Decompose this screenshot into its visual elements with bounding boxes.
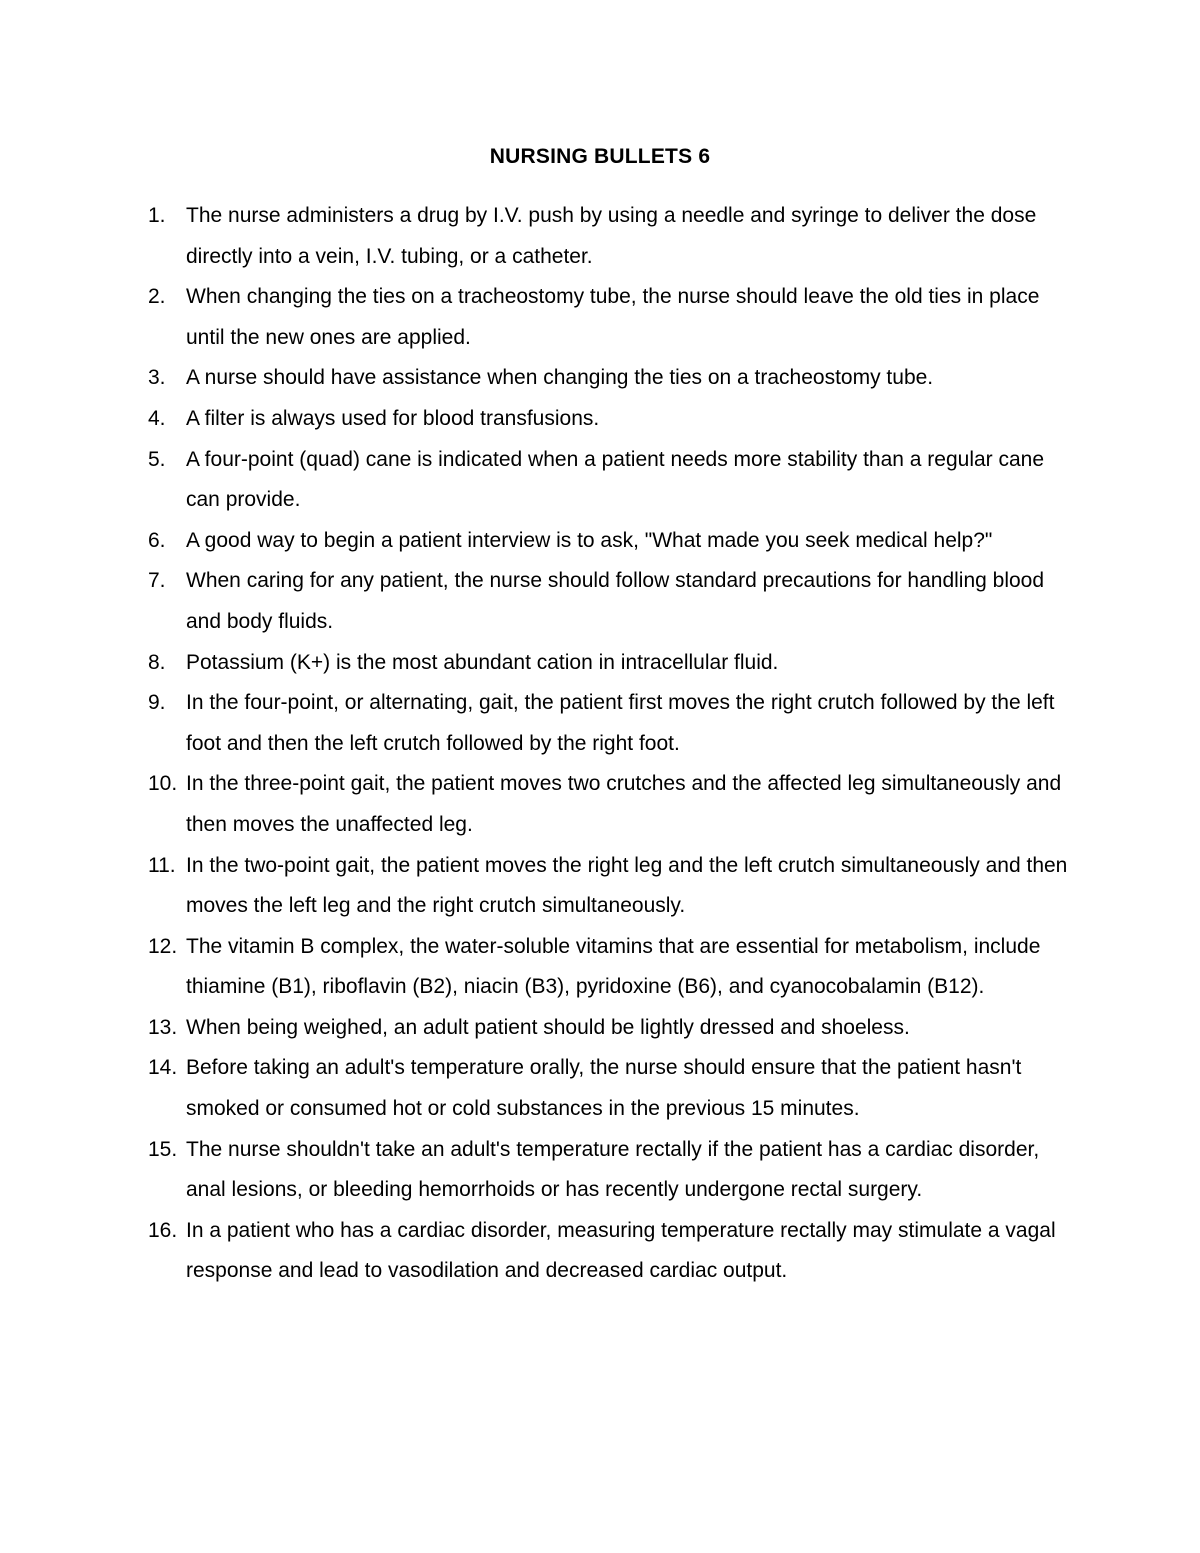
list-item: [148, 1211, 1068, 1292]
item-text: Before taking an adult's temperature orally, the nurse should ensure that the patient hasn't smoked or consumed hot or cold substances in the previous 15 minutes.: [186, 1056, 1022, 1121]
list-item: [148, 521, 1068, 562]
item-text: In a patient who has a cardiac disorder, measuring temperature rectally may stimulate a vagal response and lead to vasodilation and decreased cardiac output.: [186, 1218, 1056, 1283]
item-text: The vitamin B complex, the water-soluble vitamins that are essential for metabolism, include thiamine (B1), riboflavin (B2), niacin (B3), pyridoxine (B6), and cyanocobalamin (B12).: [186, 934, 1041, 999]
item-text: A nurse should have assistance when changing the ties on a tracheostomy tube.: [186, 366, 934, 390]
list-item: [148, 196, 1068, 277]
item-number: 10.: [148, 772, 178, 796]
list-item: [148, 277, 1068, 358]
list-item: [148, 399, 1068, 440]
list-item: [148, 440, 1068, 521]
item-text: A filter is always used for blood transfusions.: [186, 406, 600, 430]
item-number: 9.: [148, 691, 166, 715]
item-number: 5.: [148, 447, 166, 471]
item-number: 11.: [148, 853, 176, 877]
item-number: 7.: [148, 569, 166, 593]
item-text: In the two-point gait, the patient moves the right leg and the left crutch simultaneously and then moves the left leg and the right crutch simultaneously.: [186, 853, 1068, 918]
item-number: 3.: [148, 366, 166, 390]
list-item: [148, 927, 1068, 1008]
bullet-list: [148, 196, 1068, 1292]
item-text: When being weighed, an adult patient should be lightly dressed and shoeless.: [186, 1015, 910, 1039]
list-item: [148, 1130, 1068, 1211]
list-item: [148, 683, 1068, 764]
item-number: 14.: [148, 1056, 178, 1080]
list-item: [148, 764, 1068, 845]
list-item: [148, 643, 1068, 684]
document-title: NURSING BULLETS 6: [489, 145, 711, 168]
item-number: 8.: [148, 650, 166, 674]
item-text: The nurse administers a drug by I.V. push by using a needle and syringe to deliver the dose directly into a vein, I.V. tubing, or a catheter.: [186, 204, 1037, 268]
item-text: Potassium (K+) is the most abundant cation in intracellular fluid.: [186, 650, 779, 674]
list-item: [148, 1008, 1068, 1049]
item-number: 4.: [148, 406, 166, 430]
item-number: 2.: [148, 285, 166, 309]
item-text: In the four-point, or alternating, gait, the patient first moves the right crutch followed by the left foot and then the left crutch followed by the right foot.: [186, 691, 1055, 755]
list-item: [148, 1048, 1068, 1129]
item-text: In the three-point gait, the patient moves two crutches and the affected leg simultaneously and then moves the unaffected leg.: [186, 772, 1062, 836]
item-number: 12.: [148, 934, 178, 958]
item-number: 6.: [148, 528, 166, 552]
item-text: A four-point (quad) cane is indicated when a patient needs more stability than a regular cane can provide.: [186, 447, 1045, 512]
list-item: [148, 358, 1068, 399]
item-text: A good way to begin a patient interview is to ask, "What made you seek medical help?": [186, 528, 993, 552]
item-text: The nurse shouldn't take an adult's temperature rectally if the patient has a cardiac disorder, anal lesions, or bleeding hemorrhoids or has recently undergone rectal surgery.: [186, 1137, 1040, 1202]
item-number: 15.: [148, 1137, 178, 1161]
item-text: When caring for any patient, the nurse should follow standard precautions for handling blood and body fluids.: [186, 569, 1045, 633]
item-number: 16.: [148, 1218, 178, 1242]
list-item: [148, 561, 1068, 642]
list-item: [148, 846, 1068, 927]
item-number: 13.: [148, 1015, 178, 1039]
item-text: When changing the ties on a tracheostomy tube, the nurse should leave the old ties in place until the new ones are applied.: [186, 285, 1040, 349]
item-number: 1.: [148, 204, 166, 227]
